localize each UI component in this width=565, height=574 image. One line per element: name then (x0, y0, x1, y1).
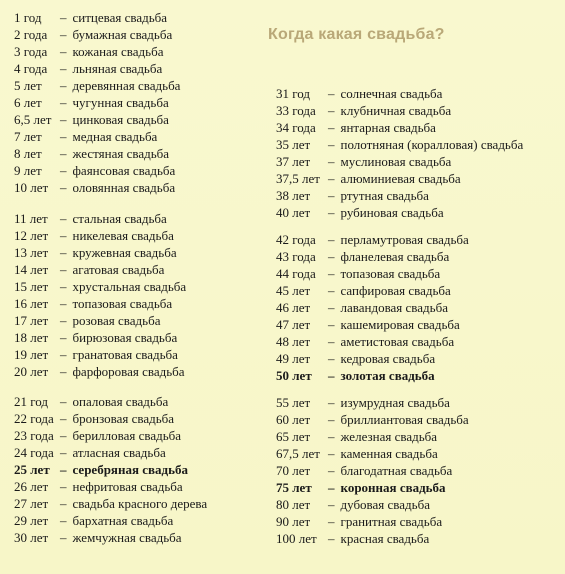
dash-separator: – (60, 10, 67, 25)
wedding-row (276, 283, 451, 299)
wedding-years: 37,5 лет (276, 171, 320, 186)
wedding-name: янтарная свадьба (340, 120, 436, 135)
dash-separator: – (60, 313, 67, 328)
dash-separator: – (60, 479, 67, 494)
dash-separator: – (60, 428, 67, 443)
wedding-years: 70 лет (276, 463, 311, 478)
wedding-row (14, 347, 178, 363)
page-title: Когда какая свадьба? (268, 26, 445, 43)
wedding-years: 75 лет (276, 480, 312, 495)
dash-separator: – (328, 463, 335, 478)
wedding-name: розовая свадьба (72, 313, 161, 328)
dash-separator: – (328, 137, 335, 152)
wedding-row (276, 395, 450, 411)
wedding-name: благодатная свадьба (340, 463, 453, 478)
wedding-years: 45 лет (276, 283, 311, 298)
wedding-name: атласная свадьба (72, 445, 166, 460)
dash-separator: – (328, 412, 335, 427)
dash-separator: – (328, 429, 335, 444)
wedding-name: алюминиевая свадьба (340, 171, 461, 186)
wedding-row (276, 188, 429, 204)
dash-separator: – (328, 531, 335, 546)
wedding-years: 3 года (14, 44, 48, 59)
wedding-years: 37 лет (276, 154, 311, 169)
wedding-years: 90 лет (276, 514, 311, 529)
wedding-years: 19 лет (14, 347, 49, 362)
wedding-name: бумажная свадьба (72, 27, 173, 42)
wedding-years: 13 лет (14, 245, 49, 260)
dash-separator: – (60, 44, 67, 59)
wedding-row (14, 462, 188, 478)
wedding-name: бархатная свадьба (72, 513, 174, 528)
dash-separator: – (328, 334, 335, 349)
wedding-name: жестяная свадьба (72, 146, 170, 161)
dash-separator: – (60, 530, 67, 545)
wedding-name: чугунная свадьба (72, 95, 169, 110)
wedding-row (14, 211, 167, 227)
wedding-name: бронзовая свадьба (72, 411, 175, 426)
wedding-years: 23 года (14, 428, 54, 443)
wedding-name: кожаная свадьба (72, 44, 164, 59)
wedding-name: никелевая свадьба (72, 228, 174, 243)
wedding-row (14, 530, 182, 546)
dash-separator: – (328, 154, 335, 169)
wedding-row (14, 428, 181, 444)
wedding-row (14, 245, 177, 261)
wedding-name: золотая свадьба (340, 368, 435, 383)
wedding-name: агатовая свадьба (72, 262, 165, 277)
wedding-name: опаловая свадьба (72, 394, 169, 409)
dash-separator: – (60, 330, 67, 345)
dash-separator: – (60, 146, 67, 161)
wedding-years: 4 года (14, 61, 48, 76)
wedding-years: 65 лет (276, 429, 311, 444)
wedding-row (276, 171, 461, 187)
dash-separator: – (60, 394, 67, 409)
wedding-years: 16 лет (14, 296, 49, 311)
wedding-years: 38 лет (276, 188, 311, 203)
wedding-row (276, 300, 448, 316)
dash-separator: – (60, 163, 67, 178)
wedding-name: берилловая свадьба (72, 428, 182, 443)
wedding-name: медная свадьба (72, 129, 158, 144)
wedding-row (14, 44, 163, 60)
wedding-row (14, 228, 174, 244)
wedding-years: 2 года (14, 27, 48, 42)
wedding-name: железная свадьба (340, 429, 438, 444)
wedding-years: 18 лет (14, 330, 49, 345)
wedding-row (14, 95, 169, 111)
dash-separator: – (60, 296, 67, 311)
wedding-row (14, 513, 173, 529)
wedding-years: 34 года (276, 120, 316, 135)
wedding-row (14, 445, 166, 461)
wedding-years: 10 лет (14, 180, 49, 195)
dash-separator: – (328, 317, 335, 332)
wedding-row (14, 27, 172, 43)
wedding-years: 47 лет (276, 317, 311, 332)
dash-separator: – (328, 497, 335, 512)
dash-separator: – (328, 266, 335, 281)
dash-separator: – (60, 61, 67, 76)
wedding-name: лавандовая свадьба (340, 300, 448, 315)
dash-separator: – (60, 180, 67, 195)
wedding-row (276, 429, 437, 445)
wedding-name: ситцевая свадьба (72, 10, 168, 25)
dash-separator: – (328, 283, 335, 298)
wedding-name: аметистовая свадьба (340, 334, 455, 349)
wedding-name: кедровая свадьба (340, 351, 436, 366)
wedding-years: 49 лет (276, 351, 311, 366)
wedding-name: стальная свадьба (72, 211, 167, 226)
dash-separator: – (328, 249, 335, 264)
dash-separator: – (328, 205, 335, 220)
wedding-years: 9 лет (14, 163, 42, 178)
wedding-row (276, 412, 469, 428)
wedding-years: 14 лет (14, 262, 49, 277)
dash-separator: – (328, 446, 335, 461)
wedding-years: 12 лет (14, 228, 49, 243)
wedding-row (14, 129, 157, 145)
wedding-name: дубовая свадьба (340, 497, 430, 512)
dash-separator: – (328, 351, 335, 366)
wedding-name: фарфоровая свадьба (72, 364, 185, 379)
wedding-row (276, 137, 523, 153)
wedding-years: 7 лет (14, 129, 42, 144)
wedding-row (276, 86, 442, 102)
wedding-years: 22 года (14, 411, 54, 426)
wedding-years: 46 лет (276, 300, 311, 315)
wedding-name: фланелевая свадьба (340, 249, 450, 264)
dash-separator: – (328, 120, 335, 135)
wedding-row (276, 103, 451, 119)
dash-separator: – (60, 513, 67, 528)
wedding-row (14, 262, 164, 278)
wedding-years: 1 год (14, 10, 42, 25)
wedding-name: льняная свадьба (72, 61, 163, 76)
wedding-name: коронная свадьба (340, 480, 446, 495)
wedding-years: 29 лет (14, 513, 49, 528)
wedding-row (14, 112, 169, 128)
wedding-years: 100 лет (276, 531, 317, 546)
wedding-row (14, 364, 185, 380)
wedding-years: 8 лет (14, 146, 42, 161)
wedding-name: рубиновая свадьба (340, 205, 444, 220)
dash-separator: – (328, 188, 335, 203)
dash-separator: – (60, 445, 67, 460)
wedding-name: перламутровая свадьба (340, 232, 469, 247)
wedding-row (14, 411, 174, 427)
wedding-years: 55 лет (276, 395, 311, 410)
wedding-name: гранитная свадьба (340, 514, 443, 529)
wedding-row (14, 330, 177, 346)
wedding-name: серебряная свадьба (72, 462, 188, 477)
wedding-name: свадьба красного дерева (72, 496, 208, 511)
wedding-name: жемчужная свадьба (72, 530, 182, 545)
dash-separator: – (60, 27, 67, 42)
wedding-row (276, 232, 469, 248)
dash-separator: – (328, 395, 335, 410)
wedding-row (276, 351, 435, 367)
wedding-row (14, 163, 175, 179)
wedding-row (14, 61, 162, 77)
dash-separator: – (60, 228, 67, 243)
wedding-row (276, 317, 460, 333)
wedding-years: 30 лет (14, 530, 49, 545)
dash-separator: – (60, 279, 67, 294)
wedding-years: 5 лет (14, 78, 42, 93)
dash-separator: – (328, 171, 335, 186)
wedding-years: 6 лет (14, 95, 42, 110)
dash-separator: – (328, 232, 335, 247)
wedding-years: 80 лет (276, 497, 311, 512)
wedding-row (276, 514, 442, 530)
wedding-years: 26 лет (14, 479, 49, 494)
wedding-row (14, 296, 172, 312)
wedding-years: 24 года (14, 445, 54, 460)
wedding-name: бриллиантовая свадьба (340, 412, 469, 427)
wedding-years: 48 лет (276, 334, 311, 349)
wedding-row (276, 205, 444, 221)
wedding-row (14, 313, 160, 329)
wedding-row (276, 531, 429, 547)
wedding-years: 35 лет (276, 137, 311, 152)
wedding-years: 60 лет (276, 412, 311, 427)
wedding-name: каменная свадьба (340, 446, 438, 461)
wedding-name: нефритовая свадьба (72, 479, 183, 494)
dash-separator: – (60, 78, 67, 93)
dash-separator: – (328, 300, 335, 315)
wedding-row (276, 463, 452, 479)
dash-separator: – (328, 368, 335, 383)
wedding-years: 11 лет (14, 211, 48, 226)
wedding-years: 27 лет (14, 496, 49, 511)
wedding-years: 40 лет (276, 205, 311, 220)
wedding-row (276, 368, 435, 384)
dash-separator: – (60, 211, 67, 226)
dash-separator: – (60, 462, 67, 477)
wedding-row (276, 446, 438, 462)
wedding-row (14, 146, 169, 162)
wedding-name: клубничная свадьба (340, 103, 452, 118)
wedding-years: 25 лет (14, 462, 50, 477)
wedding-years: 31 год (276, 86, 310, 101)
dash-separator: – (60, 245, 67, 260)
wedding-years: 67,5 лет (276, 446, 320, 461)
wedding-row (14, 394, 168, 410)
wedding-row (276, 480, 446, 496)
dash-separator: – (60, 496, 67, 511)
wedding-name: цинковая свадьба (72, 112, 169, 127)
wedding-name: муслиновая свадьба (340, 154, 452, 169)
dash-separator: – (60, 364, 67, 379)
dash-separator: – (328, 103, 335, 118)
wedding-row (14, 479, 183, 495)
dash-separator: – (328, 480, 335, 495)
dash-separator: – (328, 514, 335, 529)
wedding-row (14, 279, 186, 295)
wedding-row (276, 120, 436, 136)
wedding-row (276, 154, 451, 170)
wedding-name: оловянная свадьба (72, 180, 176, 195)
wedding-years: 42 года (276, 232, 316, 247)
wedding-row (14, 78, 180, 94)
wedding-years: 33 года (276, 103, 316, 118)
dash-separator: – (60, 112, 67, 127)
wedding-row (276, 249, 449, 265)
wedding-years: 17 лет (14, 313, 49, 328)
wedding-years: 44 года (276, 266, 316, 281)
wedding-years: 20 лет (14, 364, 49, 379)
dash-separator: – (328, 86, 335, 101)
wedding-name: красная свадьба (340, 531, 430, 546)
dash-separator: – (60, 347, 67, 362)
wedding-years: 15 лет (14, 279, 49, 294)
wedding-name: сапфировая свадьба (340, 283, 451, 298)
wedding-years: 6,5 лет (14, 112, 52, 127)
wedding-name: полотняная (коралловая) свадьба (340, 137, 524, 152)
wedding-years: 50 лет (276, 368, 312, 383)
dash-separator: – (60, 95, 67, 110)
wedding-years: 43 года (276, 249, 316, 264)
wedding-row (14, 180, 175, 196)
wedding-years: 21 год (14, 394, 48, 409)
wedding-row (14, 496, 207, 512)
wedding-name: ртутная свадьба (340, 188, 429, 203)
wedding-name: хрустальная свадьба (72, 279, 187, 294)
wedding-row (276, 497, 430, 513)
wedding-name: бирюзовая свадьба (72, 330, 178, 345)
wedding-name: кашемировая свадьба (340, 317, 460, 332)
wedding-name: фаянсовая свадьба (72, 163, 176, 178)
dash-separator: – (60, 262, 67, 277)
wedding-name: солнечная свадьба (340, 86, 443, 101)
dash-separator: – (60, 411, 67, 426)
wedding-name: кружевная свадьба (72, 245, 177, 260)
wedding-name: топазовая свадьба (340, 266, 441, 281)
wedding-name: топазовая свадьба (72, 296, 173, 311)
wedding-row (14, 10, 167, 26)
dash-separator: – (60, 129, 67, 144)
wedding-row (276, 334, 454, 350)
wedding-name: изумрудная свадьба (340, 395, 450, 410)
wedding-name: деревянная свадьба (72, 78, 181, 93)
wedding-row (276, 266, 440, 282)
wedding-name: гранатовая свадьба (72, 347, 178, 362)
